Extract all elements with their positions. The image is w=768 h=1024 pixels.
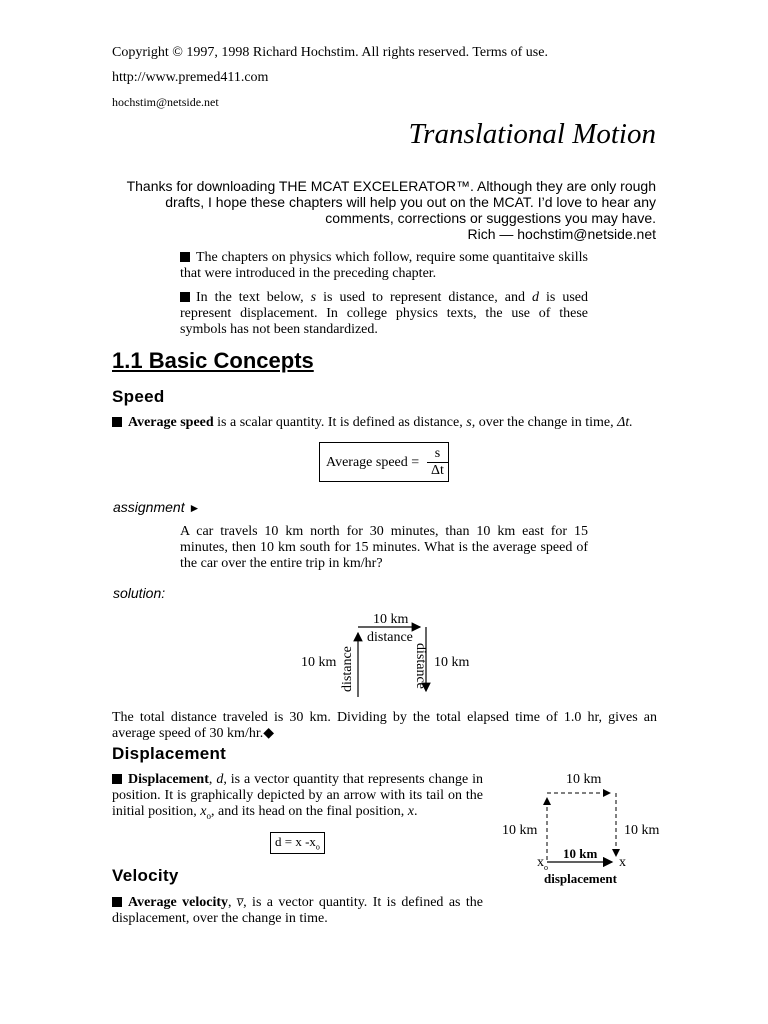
triangle-right-icon: ► [188, 501, 201, 515]
displacement-heading: Displacement [112, 744, 227, 763]
x0-label [537, 855, 548, 872]
note-paragraph [180, 290, 588, 338]
disp-bottom-label: 10 km [563, 846, 598, 861]
definition-text: , is a vector quantity. It is defined as the displacement, over the change in time. [112, 895, 484, 926]
website-link[interactable]: http://www.premed411.com [112, 70, 269, 85]
disp-top-label: 10 km [566, 772, 602, 787]
definition-text: , is a vector quantity that represents change in position. It is graphically depicted by an arrow with its tail on the initial position, [112, 772, 483, 819]
term-average-speed: Average speed [128, 415, 214, 430]
definition-text: , and its head on the final position, [211, 804, 408, 819]
symbol-s: s, [466, 415, 476, 430]
assignment-label [113, 499, 200, 515]
formula-fraction [427, 446, 448, 479]
disp-right-label: 10 km [624, 823, 660, 838]
intro-line: Thanks for downloading THE MCAT EXCELERATOR™. Although they are only rough [126, 178, 656, 194]
displacement-definition [112, 772, 483, 824]
assignment-label-text: assignment [113, 499, 185, 515]
note-text: In the text below, [196, 290, 311, 305]
symbol-d: d [531, 290, 539, 305]
intro-line: drafts, I hope these chapters will help you out on the MCAT. I’d love to hear any [165, 194, 656, 210]
formula-denominator: Δt [431, 463, 444, 478]
note-paragraph [180, 250, 588, 282]
symbol-v-bar: v̅ [236, 895, 244, 910]
x0-subscript: o [544, 862, 548, 872]
top-length-label: 10 km [373, 612, 409, 627]
left-distance-label: distance [340, 646, 355, 692]
displacement-formula-box [270, 832, 325, 854]
section-heading: 1.1 Basic Concepts [112, 348, 314, 373]
copyright-text: Copyright © 1997, 1998 Richard Hochstim. All rights reserved. Terms of use. [112, 45, 548, 60]
definition-text: . [413, 804, 418, 819]
term-displacement: Displacement [128, 772, 209, 787]
note-text: is used represent displacement. In college physics texts, the use of these symbols has not been standardized. [180, 290, 588, 337]
x-label: x [619, 855, 626, 870]
chapter-title: Translational Motion [408, 118, 656, 150]
x0-letter: x [537, 855, 544, 870]
square-bullet-icon [112, 417, 122, 427]
solution-label: solution: [113, 585, 166, 601]
intro-line: comments, corrections or suggestions you may have. [325, 210, 656, 226]
email-link[interactable]: hochstim@netside.net [112, 95, 219, 109]
solution-text: The total distance traveled is 30 km. Dividing by the total elapsed time of 1.0 hr, gives an average speed of 30 km/hr.◆ [112, 710, 657, 741]
formula-subscript: o [315, 842, 320, 852]
left-length-label: 10 km [301, 655, 337, 670]
formula-label: Average speed = [326, 455, 420, 470]
formula-numerator: s [427, 446, 448, 463]
speed-formula-box [319, 442, 449, 482]
velocity-definition: Average velocity, v̅, is a vector quantity. It is defined as the displacement, over the change in time. [112, 895, 484, 926]
speed-heading: Speed [112, 387, 165, 406]
symbol-x: x [407, 804, 414, 819]
symbol-delta-t: Δt. [617, 415, 633, 430]
intro-signature: Rich — hochstim@netside.net [467, 226, 656, 242]
right-length-label: 10 km [434, 655, 470, 670]
square-bullet-icon [112, 897, 122, 907]
definition-text: is a scalar quantity. It is defined as distance, [213, 415, 467, 430]
top-distance-label: distance [367, 630, 413, 645]
assignment-text: A car travels 10 km north for 30 minutes, than 10 km east for 15 minutes, then 10 km south for 15 minutes. What is the average speed of the car over the entire trip in km/hr? [180, 524, 588, 571]
symbol-x0: x [200, 804, 207, 819]
velocity-heading: Velocity [112, 866, 179, 885]
definition-text: , [208, 772, 217, 787]
note-text: The chapters on physics which follow, require some quantitaive skills that were introduced in the preceding chapter. [180, 250, 588, 281]
disp-left-label: 10 km [502, 823, 538, 838]
displacement-formula: d = x -x [275, 834, 316, 849]
symbol-s: s [310, 290, 317, 305]
right-distance-label: distance [413, 643, 428, 689]
symbol-d: d [216, 772, 224, 787]
square-bullet-icon [112, 774, 122, 784]
symbol-x0-subscript: o [206, 810, 211, 821]
term-average-velocity: Average velocity [128, 895, 228, 910]
note-text: is used to represent distance, and [316, 290, 532, 305]
displacement-caption: displacement [544, 871, 617, 886]
intro-paragraph [96, 178, 656, 242]
square-bullet-icon [180, 252, 190, 262]
speed-definition [112, 415, 672, 431]
definition-text: over the change in time, [475, 415, 618, 430]
square-bullet-icon [180, 292, 190, 302]
